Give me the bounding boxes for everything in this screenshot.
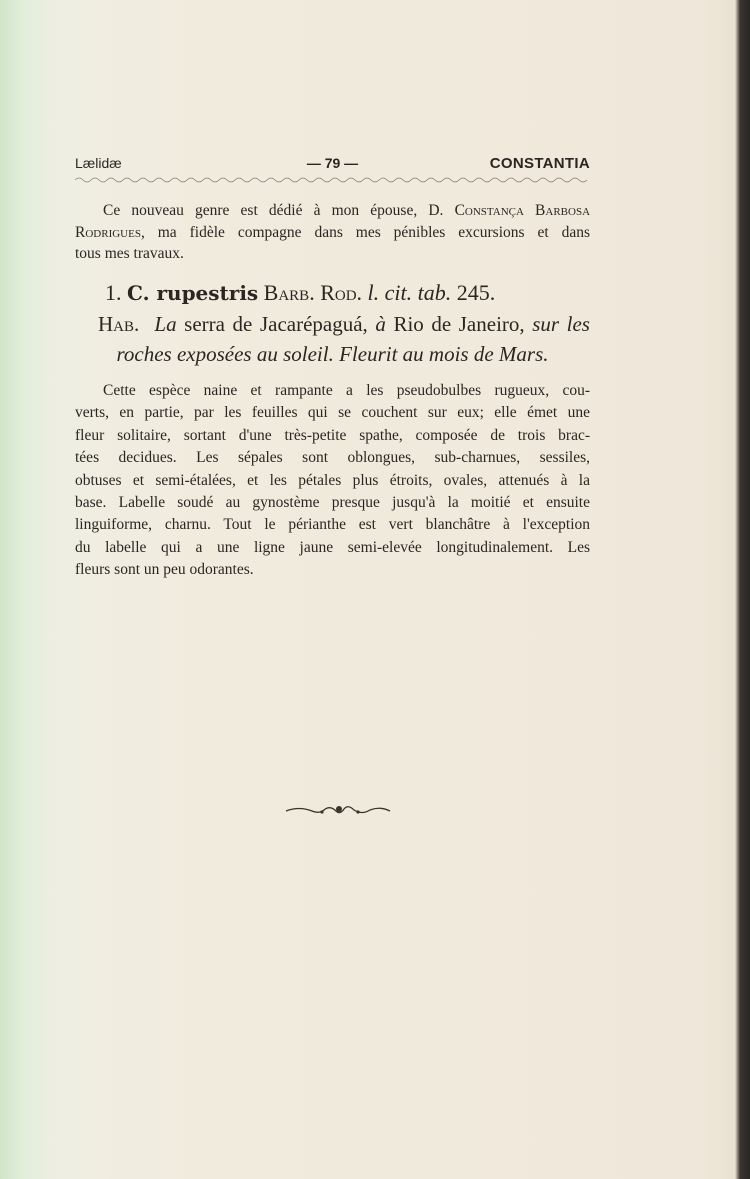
ornament-divider-icon bbox=[284, 802, 392, 818]
species-name: C. rupestris bbox=[127, 281, 259, 305]
dedicatee-surname: Rodrigues bbox=[75, 224, 141, 241]
species-reference: l. cit. tab. bbox=[367, 280, 452, 305]
habitat-text: serra de Jacarépaguá, bbox=[176, 312, 376, 336]
habitat-line: roches exposées au soleil. Fleurit au mois de Mars. bbox=[116, 342, 549, 366]
description-line: tées decidues. Les sépales sont oblongues, sub-charnues, sessiles, bbox=[75, 449, 590, 467]
habitat-text: sur les bbox=[532, 312, 590, 336]
dedicatee-name: Constança Barbosa bbox=[454, 202, 591, 219]
header-family: Lælidæ bbox=[75, 155, 122, 171]
description-line: linguiforme, charnu. Tout le périanthe est vert blanchâtre à l'exception bbox=[75, 516, 590, 534]
habitat-line bbox=[98, 312, 590, 337]
intro-line: tous mes travaux. bbox=[75, 245, 184, 262]
species-number: 1. bbox=[105, 280, 122, 305]
description-line: verts, en partie, par les feuilles qui se couchent sur eux; elle émet une bbox=[75, 404, 590, 422]
habitat-text: Rio de Janeiro, bbox=[385, 312, 533, 336]
wavy-rule-divider bbox=[75, 176, 590, 184]
description-line: du labelle qui a une ligne jaune semi-elevée longitudinalement. Les bbox=[75, 538, 590, 556]
habitat-text: à bbox=[375, 312, 386, 336]
description-line: obtuses et semi-étalées, et les pétales plus étroits, ovales, attenués à la bbox=[75, 471, 590, 489]
description-line: base. Labelle soudé au gynostème presque jusqu'à la moitié et ensuite bbox=[75, 494, 590, 511]
intro-line bbox=[103, 202, 590, 220]
description-line: fleur solitaire, sortant d'une très-petite spathe, composée de trois brac- bbox=[75, 426, 590, 444]
header-genus: CONSTANTIA bbox=[489, 155, 590, 172]
plate-number: 245. bbox=[456, 280, 496, 305]
habitat-text: La bbox=[154, 312, 177, 336]
intro-text: Ce nouveau genre est dédié à mon épouse, D. bbox=[103, 202, 455, 219]
intro-text: , ma fidèle compagne dans mes pénibles excursions et dans bbox=[140, 224, 590, 241]
description-line: Cette espèce naine et rampante a les pseudobulbes rugueux, cou- bbox=[103, 382, 590, 399]
running-header bbox=[75, 155, 590, 177]
species-author: Barb. Rod. bbox=[263, 280, 363, 305]
page-number: — 79 — bbox=[306, 155, 359, 171]
species-heading bbox=[105, 280, 495, 306]
description-line: fleurs sont un peu odorantes. bbox=[75, 561, 254, 579]
intro-line bbox=[75, 224, 590, 242]
habitat-label: Hab. bbox=[98, 312, 140, 336]
